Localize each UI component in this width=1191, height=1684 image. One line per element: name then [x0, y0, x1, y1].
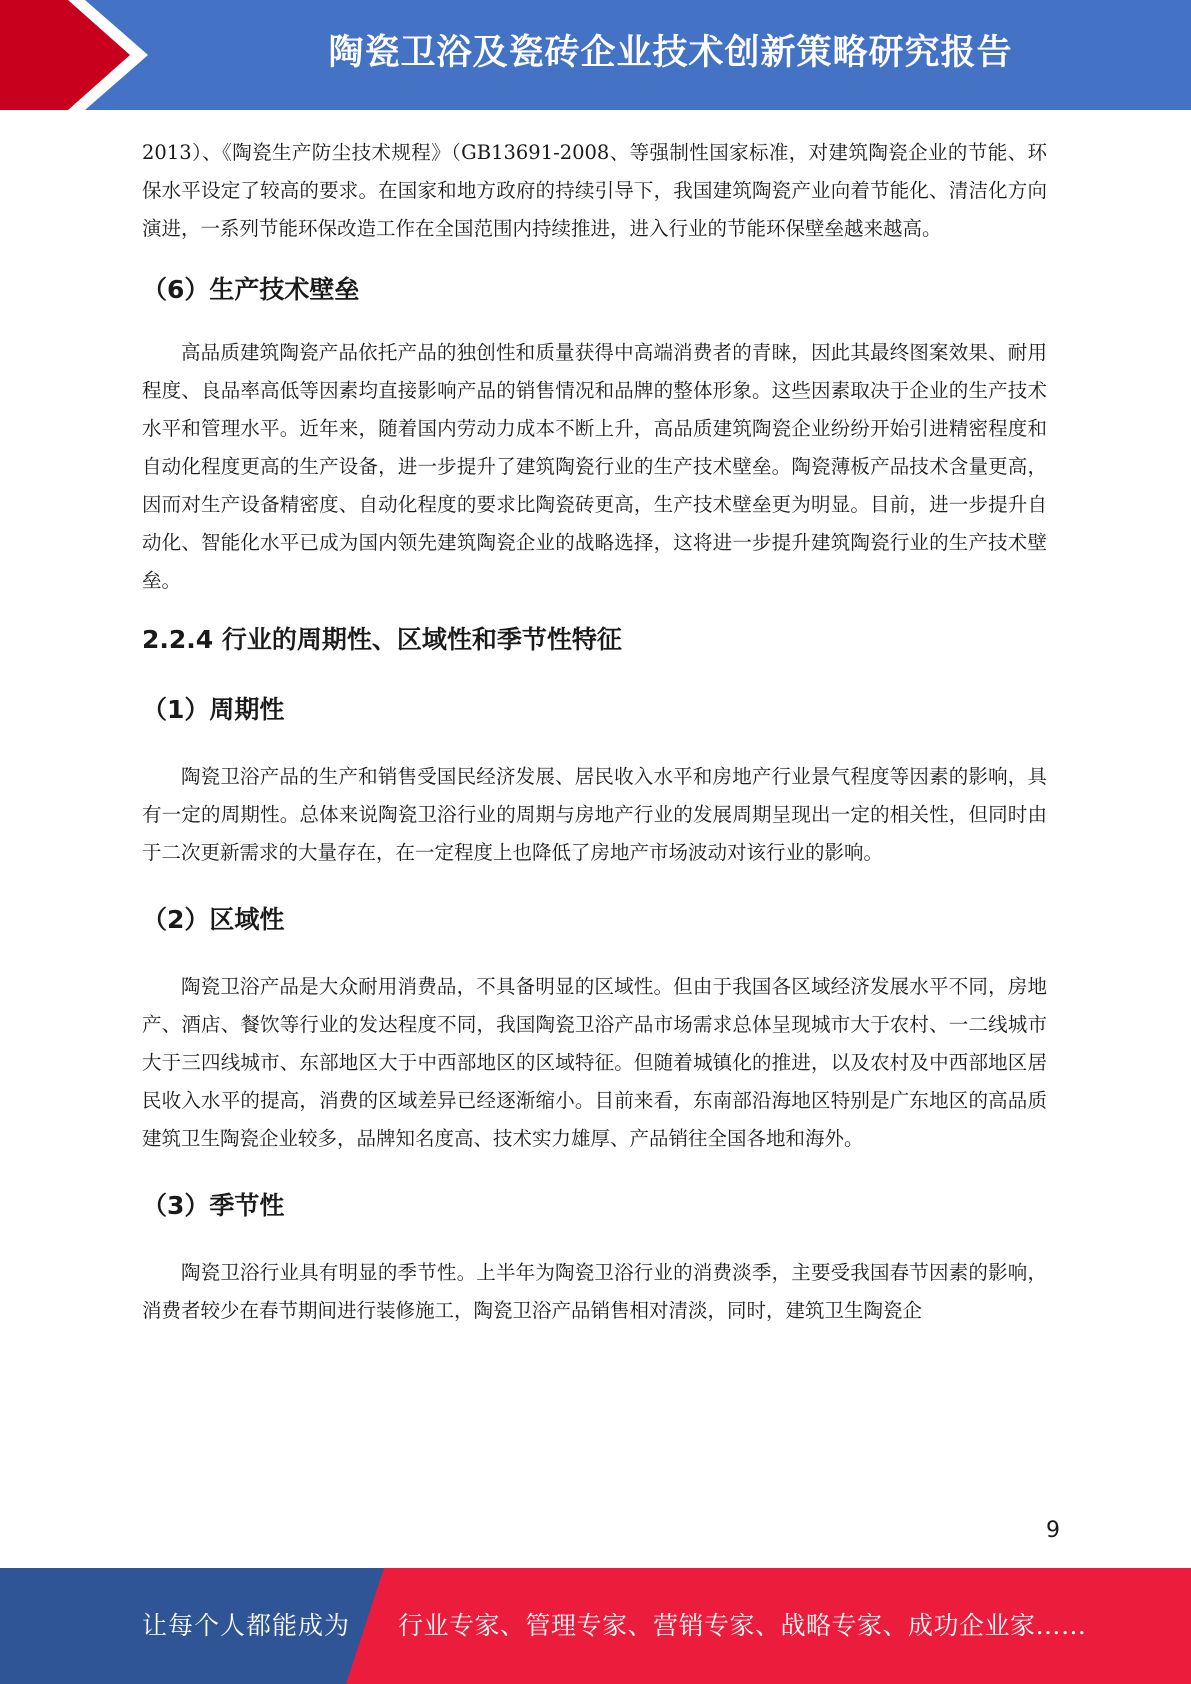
heading-production-tech-barrier: （6）生产技术壁垒 — [142, 275, 360, 304]
paragraph-intro: 2013）、《陶瓷生产防尘技术规程》（GB13691-2008、等强制性国家标准，对建筑陶瓷企业的节能、环保水平设定了较高的要求。在国家和地方政府的持续引导下，我国建筑陶瓷产业向着节能化、清洁化方向演进，一系列节能环保改造工作在全国范围内持续推进，进入行业的节能环保壁垒越来越高。 — [142, 141, 1047, 240]
footer-slogan-left: 让每个人都能成为 — [142, 1611, 351, 1640]
heading-regionality: （2）区域性 — [142, 905, 285, 934]
paragraph-regionality: 陶瓷卫浴产品是大众耐用消费品，不具备明显的区域性。但由于我国各区域经济发展水平不同，房地产、酒店、餐饮等行业的发达程度不同，我国陶瓷卫浴产品市场需求总体呈现城市大于农村、一二线城市大于三四线城市、东部地区大于中西部地区的区域特征。但随着城镇化的推进，以及农村及中西部地区居民收入水平的提高，消费的区域差异已经逐渐缩小。目前来看，东南部沿海地区特别是广东地区的高品质建筑卫生陶瓷企业较多，品牌知名度高、技术实力雄厚、产品销往全国各地和海外。 — [142, 975, 1047, 1150]
heading-cyclicality: （1）周期性 — [142, 695, 285, 724]
section-heading-2-2-4: 2.2.4 行业的周期性、区域性和季节性特征 — [142, 625, 622, 654]
footer-banner — [0, 1568, 1191, 1684]
header-banner — [0, 0, 1191, 110]
paragraph-cyclicality: 陶瓷卫浴产品的生产和销售受国民经济发展、居民收入水平和房地产行业景气程度等因素的影响，具有一定的周期性。总体来说陶瓷卫浴行业的周期与房地产行业的发展周期呈现出一定的相关性，但同时由于二次更新需求的大量存在，在一定程度上也降低了房地产市场波动对该行业的影响。 — [142, 765, 1047, 864]
header-chevron-icon — [0, 0, 160, 110]
header-title: 陶瓷卫浴及瓷砖企业技术创新策略研究报告 — [328, 33, 1013, 73]
footer-slogan-right: 行业专家、管理专家、营销专家、战略专家、成功企业家…… — [398, 1611, 1087, 1640]
paragraph-seasonality: 陶瓷卫浴行业具有明显的季节性。上半年为陶瓷卫浴行业的消费淡季，主要受我国春节因素的影响，消费者较少在春节期间进行装修施工，陶瓷卫浴产品销售相对清淡，同时，建筑卫生陶瓷企 — [142, 1261, 1047, 1322]
heading-seasonality: （3）季节性 — [142, 1191, 285, 1220]
page-number: 9 — [1046, 1518, 1060, 1543]
paragraph-production-tech-barrier: 高品质建筑陶瓷产品依托产品的独创性和质量获得中高端消费者的青睐，因此其最终图案效果、耐用程度、良品率高低等因素均直接影响产品的销售情况和品牌的整体形象。这些因素取决于企业的生产技术水平和管理水平。近年来，随着国内劳动力成本不断上升，高品质建筑陶瓷企业纷纷开始引进精密程度和自动化程度更高的生产设备，进一步提升了建筑陶瓷行业的生产技术壁垒。陶瓷薄板产品技术含量更高，因而对生产设备精密度、自动化程度的要求比陶瓷砖更高，生产技术壁垒更为明显。目前，进一步提升自动化、智能化水平已成为国内领先建筑陶瓷企业的战略选择，这将进一步提升建筑陶瓷行业的生产技术壁垒。 — [142, 341, 1047, 592]
main-content — [142, 134, 1047, 1330]
